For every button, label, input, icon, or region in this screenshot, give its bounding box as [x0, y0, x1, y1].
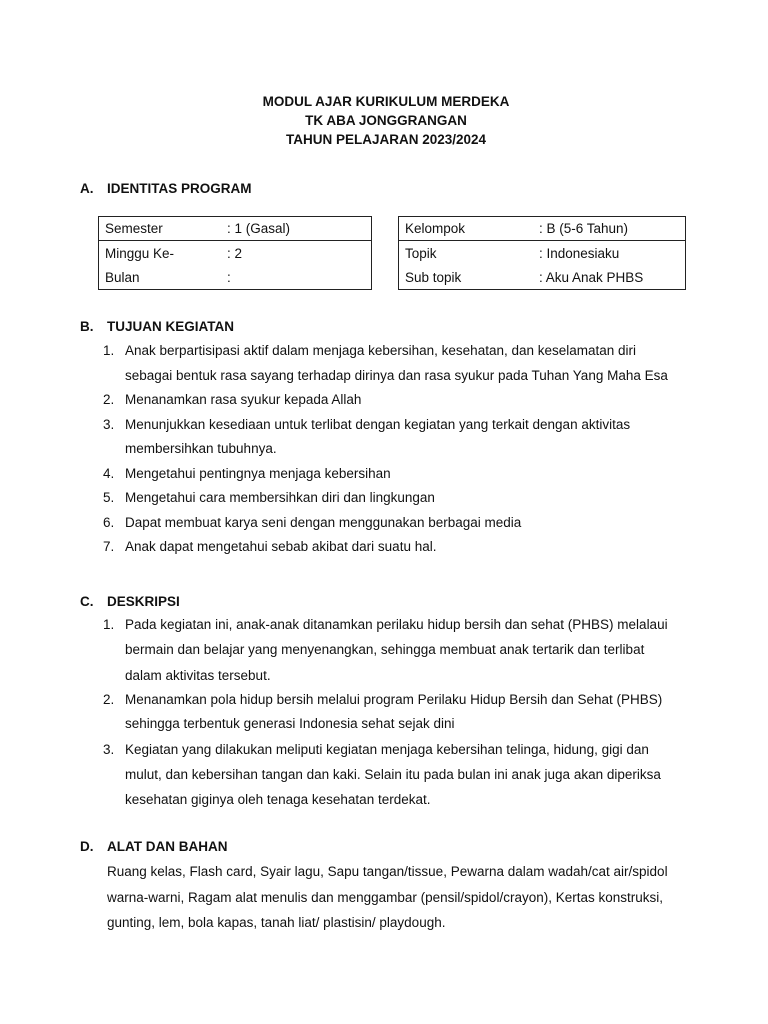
table-cell-label: Sub topik: [405, 269, 462, 285]
list-item-line: Mengetahui pentingnya menjaga kebersihan: [125, 465, 391, 481]
table-cell-value: : 1 (Gasal): [227, 221, 291, 236]
list-item: [103, 535, 703, 560]
list-item: [103, 339, 703, 388]
list-item-number: 2.: [103, 691, 115, 707]
table-cell-value: :: [227, 269, 231, 285]
table-cell-label: Kelompok: [405, 221, 466, 236]
list-item-line: membersihkan tubuhnya.: [125, 441, 277, 456]
section-d-heading: [80, 839, 228, 854]
table-row: [99, 265, 372, 290]
table-cell-label: Semester: [105, 221, 163, 236]
table-row: [399, 217, 686, 241]
identity-table-right: [398, 216, 686, 290]
alat-bahan-paragraph: [107, 859, 697, 936]
list-item: [103, 688, 723, 737]
list-item-number: 6.: [103, 514, 115, 530]
list-item: [103, 413, 703, 462]
list-item-line: sebagai bentuk rasa sayang terhadap dirinya dan rasa syukur pada Tuhan Yang Maha Esa: [125, 367, 668, 383]
list-item-number: 7.: [103, 539, 115, 554]
table-row: [99, 217, 372, 241]
identity-table-left: [98, 216, 372, 290]
paragraph-line: warna-warni, Ragam alat menulis dan menggambar (pensil/spidol/crayon), Kertas konstruksi,: [107, 889, 663, 905]
list-item-line: bermain dan belajar yang menyenangkan, sehingga membuat anak tertarik dan terlibat: [125, 642, 645, 658]
list-item-line: dalam aktivitas tersebut.: [125, 667, 271, 683]
table-cell-value: : 2: [221, 241, 372, 266]
title-line-2: TK ABA JONGGRANGAN: [305, 113, 467, 128]
list-item-line: Dapat membuat karya seni dengan menggunakan berbagai media: [125, 514, 522, 530]
paragraph-line: Ruang kelas, Flash card, Syair lagu, Sapu tangan/tissue, Pewarna dalam wadah/cat air/spidol: [107, 864, 668, 879]
list-item-line: Menanamkan rasa syukur kepada Allah: [125, 392, 362, 407]
list-item-line: sehingga terbentuk generasi Indonesia sehat sejak dini: [125, 716, 455, 732]
deskripsi-list: [103, 612, 723, 813]
list-item-line: Pada kegiatan ini, anak-anak ditanamkan perilaku hidup bersih dan sehat (PHBS) melalaui: [125, 617, 668, 632]
table-cell-value: : Aku Anak PHBS: [539, 269, 644, 285]
list-item-line: Menanamkan pola hidup bersih melalui program Perilaku Hidup Bersih dan Sehat (PHBS): [125, 691, 663, 707]
table-cell-label: Minggu Ke-: [99, 241, 222, 266]
table-cell-label: Bulan: [105, 269, 140, 285]
section-d-letter: D.: [80, 839, 94, 854]
list-item: [103, 462, 703, 487]
section-d-title: ALAT DAN BAHAN: [107, 839, 228, 854]
list-item-line: mulut, dan kebersihan tangan dan kaki. Selain itu pada bulan ini anak juga akan diperiksa: [125, 767, 661, 783]
document-title: [0, 92, 768, 149]
list-item-number: 1.: [103, 617, 115, 632]
table-cell-value: : Indonesiaku: [533, 241, 686, 266]
list-item: [103, 511, 703, 536]
table-cell-label: Topik: [399, 241, 534, 266]
list-item-line: Anak dapat mengetahui sebab akibat dari suatu hal.: [125, 539, 437, 554]
table-row: [399, 241, 686, 266]
table-row: [99, 241, 372, 266]
section-c-title: DESKRIPSI: [107, 594, 180, 609]
list-item: [103, 737, 723, 813]
title-line-3: TAHUN PELAJARAN 2023/2024: [285, 132, 487, 147]
section-b-letter: B.: [80, 319, 94, 334]
list-item: [103, 486, 703, 511]
list-item-number: 5.: [103, 490, 115, 505]
list-item-line: Menunjukkan kesediaan untuk terlibat dengan kegiatan yang terkait dengan aktivitas: [125, 416, 631, 432]
section-a-letter: A.: [80, 181, 94, 196]
section-b-heading: [80, 319, 234, 334]
section-c-letter: C.: [80, 594, 94, 609]
section-c-heading: [80, 594, 180, 609]
section-a-heading: [80, 181, 252, 196]
section-a-title: IDENTITAS PROGRAM: [107, 181, 252, 196]
table-cell-value: : B (5-6 Tahun): [539, 221, 629, 236]
list-item-line: kesehatan giginya oleh tenaga kesehatan terdekat.: [125, 792, 431, 808]
list-item-line: Anak berpartisipasi aktif dalam menjaga kebersihan, kesehatan, dan keselamatan diri: [125, 343, 637, 358]
list-item-number: 1.: [103, 343, 115, 358]
list-item-line: Mengetahui cara membersihkan diri dan lingkungan: [125, 490, 435, 505]
list-item-number: 3.: [103, 416, 115, 432]
list-item-line: Kegiatan yang dilakukan meliputi kegiatan menjaga kebersihan telinga, hidung, gigi dan: [125, 741, 649, 757]
title-line-1: MODUL AJAR KURIKULUM MERDEKA: [262, 94, 510, 109]
section-b-title: TUJUAN KEGIATAN: [107, 319, 234, 334]
list-item-number: 2.: [103, 392, 115, 407]
table-row: [399, 265, 686, 290]
list-item: [103, 388, 703, 413]
list-item-number: 3.: [103, 741, 115, 757]
tujuan-list: [103, 339, 703, 560]
paragraph-line: gunting, lem, bola kapas, tanah liat/ plastisin/ playdough.: [107, 915, 446, 930]
list-item: [103, 612, 723, 688]
list-item-number: 4.: [103, 465, 115, 481]
